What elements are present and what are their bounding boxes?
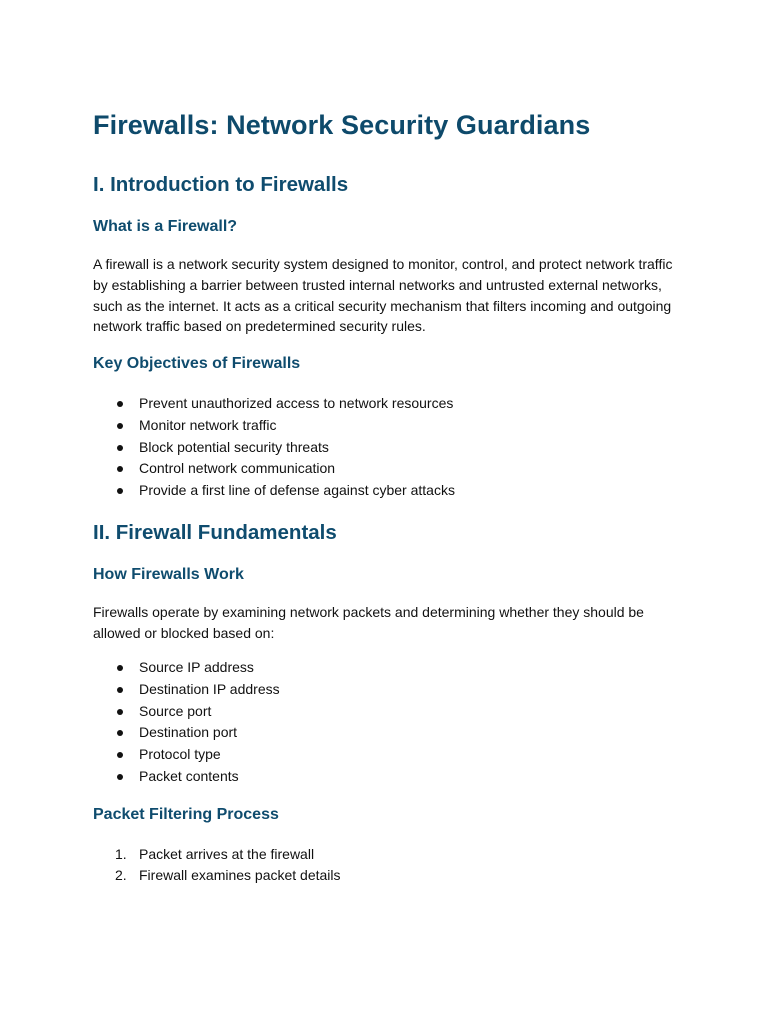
list-item: Source IP address [93,657,673,679]
packet-criteria-list [93,657,673,787]
list-item: Source port [93,701,673,723]
list-item: Monitor network traffic [93,415,673,437]
list-item: Provide a first line of defense against cyber attacks [93,480,673,502]
section-heading-fundamentals: II. Firewall Fundamentals [93,520,337,544]
document-title: Firewalls: Network Security Guardians [93,110,591,140]
list-item: Destination IP address [93,679,673,701]
list-item: Protocol type [93,744,673,766]
objectives-list [93,393,673,502]
subsection-heading-key-objectives: Key Objectives of Firewalls [93,355,301,373]
step-number: 2. [115,867,127,884]
paragraph-how-firewalls-work: Firewalls operate by examining network packets and determining whether they should be allowed or blocked based on: [93,603,644,641]
paragraph-firewall-definition: A firewall is a network security system designed to monitor, control, and protect network traffic by establishing a barrier between trusted internal networks and untrusted external networks, such as the internet. It acts as a critical security mechanism that filters incoming and outgoing network traffic based on predetermined security rules. [93,256,673,335]
step-number: 1. [115,845,127,862]
packet-filtering-steps [93,844,673,887]
list-item: Packet contents [93,766,673,788]
subsection-heading-how-firewalls-work: How Firewalls Work [93,565,244,583]
step-text: Packet arrives at the firewall [139,845,315,862]
list-item [93,865,673,887]
section-heading-introduction: I. Introduction to Firewalls [93,173,349,196]
list-item: Destination port [93,722,673,744]
list-item [93,844,673,866]
subsection-heading-what-is-firewall: What is a Firewall? [93,218,238,235]
list-item: Control network communication [93,458,673,480]
subsection-heading-packet-filtering: Packet Filtering Process [93,805,279,823]
document-page [93,108,673,887]
list-item: Block potential security threats [93,437,673,459]
list-item: Prevent unauthorized access to network resources [93,393,673,415]
step-text: Firewall examines packet details [139,867,341,884]
